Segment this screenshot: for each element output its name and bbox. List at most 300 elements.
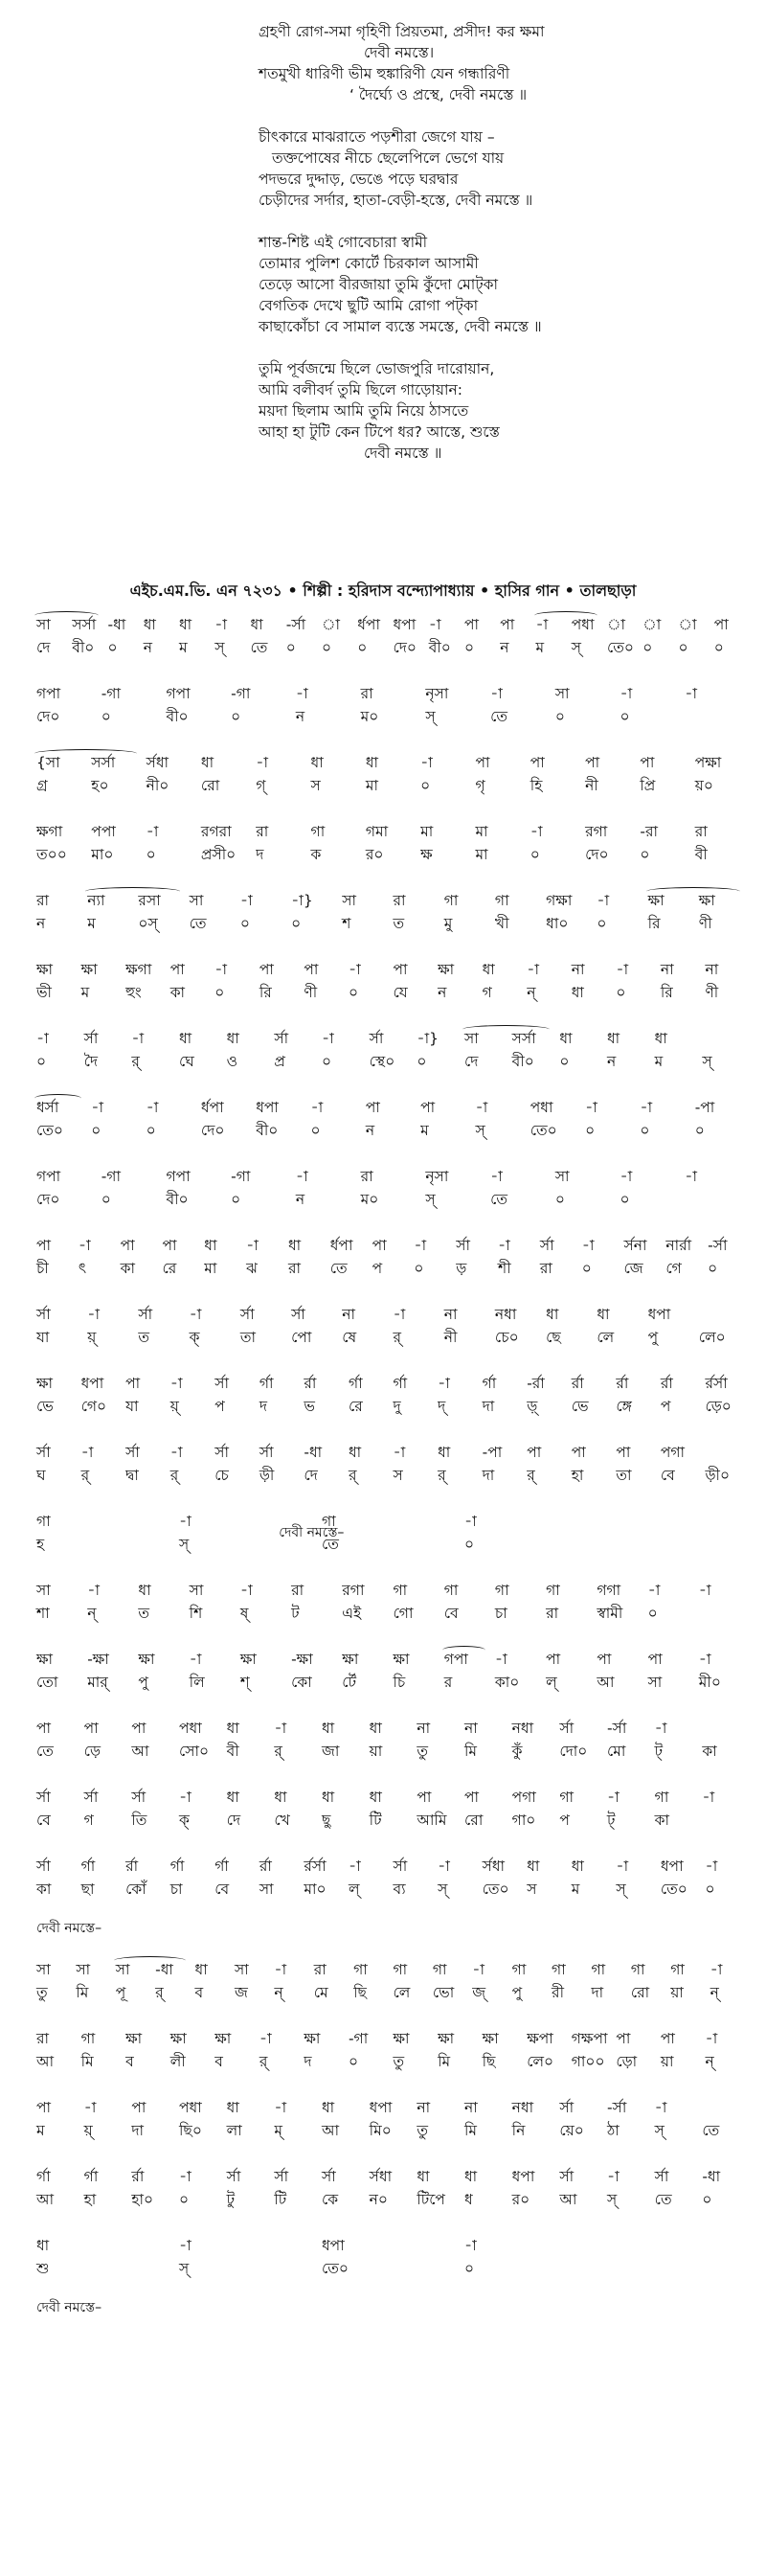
lyric-syllable: দ bbox=[259, 1398, 267, 1415]
lyric-syllable: রি bbox=[660, 984, 673, 1001]
lyric-syllable: রা bbox=[539, 1260, 552, 1277]
note-token: -া bbox=[438, 1858, 450, 1875]
note-token: -া bbox=[259, 2030, 272, 2047]
lyric-syllable: গ bbox=[83, 1812, 94, 1829]
note-token: রা bbox=[313, 1961, 327, 1978]
note-token: গপা bbox=[166, 685, 191, 702]
lyric-syllable: ধা০ bbox=[546, 915, 569, 932]
note-token: সা bbox=[342, 892, 357, 909]
note-token: রা bbox=[36, 2030, 50, 2047]
note-token: রা bbox=[360, 1168, 373, 1185]
note-token: ক্ষা bbox=[438, 961, 455, 978]
lyric-syllable: বী০ bbox=[72, 639, 95, 656]
lyric-syllable: ড়ী০ bbox=[705, 1467, 731, 1484]
lyric-syllable: তে bbox=[329, 1260, 348, 1277]
swaralipi-row bbox=[36, 1372, 750, 1395]
lyric-syllable: স্ bbox=[425, 1191, 436, 1208]
lyric-syllable: স্ bbox=[702, 1053, 712, 1070]
lyric-syllable: ছি০ bbox=[179, 2122, 202, 2139]
lyric-syllable: ক bbox=[310, 846, 322, 863]
note-token: র্গা bbox=[259, 1375, 274, 1392]
note-token: পা bbox=[420, 1099, 436, 1116]
lyric-syllable: রি bbox=[647, 915, 661, 932]
note-token: -া bbox=[91, 1099, 104, 1116]
note-token: -া bbox=[647, 1582, 661, 1599]
note-token: ধা bbox=[369, 1789, 382, 1806]
note-token: র্গা bbox=[83, 2168, 99, 2185]
lyric-syllable: কা bbox=[120, 1260, 135, 1277]
notation-block bbox=[36, 1579, 750, 1625]
lyric-syllable: তু bbox=[417, 1743, 428, 1760]
lyric-syllable: ০ bbox=[107, 639, 118, 656]
lyric-syllable: ঘে bbox=[179, 1053, 194, 1070]
lyric-syllable: তে bbox=[189, 915, 207, 932]
lyric-syllable: ড় bbox=[456, 1260, 467, 1277]
note-token: -া bbox=[274, 1961, 287, 1978]
lyric-syllable: য়্ bbox=[83, 2122, 93, 2139]
lyric-syllable: ০ bbox=[231, 708, 241, 725]
lyric-row bbox=[36, 912, 750, 935]
lyric-syllable: ০ bbox=[146, 846, 156, 863]
lyric-syllable: ড়ে bbox=[83, 1743, 101, 1760]
note-token: ধপা bbox=[393, 616, 417, 633]
lyric-syllable: ০ bbox=[322, 1053, 332, 1070]
notation-block bbox=[36, 1372, 750, 1418]
note-token: া bbox=[678, 616, 697, 633]
note-token: পা bbox=[259, 961, 274, 978]
lyric-syllable: ল্ bbox=[546, 1674, 557, 1691]
note-token: র্রা bbox=[571, 1375, 584, 1392]
lyric-row bbox=[36, 774, 750, 797]
note-token: পা bbox=[713, 616, 729, 633]
lyric-syllable: কা bbox=[36, 1881, 52, 1898]
lyric-row bbox=[36, 1119, 750, 1142]
lyric-syllable: প bbox=[559, 1812, 570, 1829]
note-token: ধা bbox=[179, 1030, 192, 1047]
poem-line: আহা হা টুটি কেন টিপে ধর? আস্তে, শুস্তে bbox=[259, 423, 500, 441]
lyric-syllable: য়্ bbox=[169, 1398, 179, 1415]
note-token: না bbox=[417, 2099, 431, 2116]
lyric-syllable: দো০ bbox=[559, 1743, 588, 1760]
note-token: ধা bbox=[287, 1237, 302, 1254]
note-token: র্গা bbox=[169, 1858, 185, 1875]
slur-mark bbox=[34, 1094, 81, 1103]
note-token: -া bbox=[685, 685, 698, 702]
note-token: -া bbox=[295, 685, 308, 702]
note-token: -া bbox=[169, 1444, 183, 1461]
lyric-syllable: ০ bbox=[694, 1122, 705, 1139]
notation-block bbox=[36, 2165, 750, 2211]
lyric-syllable: র bbox=[443, 1674, 453, 1691]
lyric-syllable: য়া bbox=[369, 1743, 383, 1760]
note-token: ধা bbox=[274, 1789, 287, 1806]
lyric-syllable: ভী bbox=[36, 984, 52, 1001]
lyric-syllable: গ্র bbox=[36, 777, 48, 794]
lyric-syllable: ব bbox=[214, 2053, 223, 2070]
note-token: -গা bbox=[231, 1168, 251, 1185]
notation-block bbox=[36, 1027, 750, 1073]
note-token: র্সা bbox=[274, 2168, 289, 2185]
lyric-syllable: প্র bbox=[274, 1053, 285, 1070]
note-token: না bbox=[705, 961, 719, 978]
note-token: -া bbox=[179, 1789, 192, 1806]
lyric-syllable: রা bbox=[546, 1605, 559, 1622]
poem-stanza bbox=[259, 358, 718, 464]
lyric-syllable: হা bbox=[83, 2191, 97, 2208]
lyric-row bbox=[36, 1188, 750, 1211]
note-token: গা bbox=[322, 1513, 336, 1530]
swaralipi-row bbox=[36, 1648, 750, 1671]
lyric-syllable: বী০ bbox=[166, 1191, 189, 1208]
note-token: -া bbox=[393, 1306, 406, 1323]
note-token: পা bbox=[131, 1720, 146, 1737]
lyric-syllable: বী০ bbox=[256, 1122, 279, 1139]
note-token: -া bbox=[36, 1030, 49, 1047]
lyric-syllable: তু bbox=[417, 2122, 428, 2139]
lyric-syllable: ০ bbox=[231, 1191, 241, 1208]
refrain-tag: দেবী নমস্তে– bbox=[279, 1525, 345, 1540]
note-token: পা bbox=[571, 1444, 586, 1461]
note-token: -া bbox=[702, 1789, 715, 1806]
note-token: া bbox=[322, 616, 341, 633]
lyric-syllable: মা০ bbox=[304, 1881, 327, 1898]
lyric-syllable: তে bbox=[36, 1743, 54, 1760]
lyric-syllable: রো bbox=[200, 777, 220, 794]
lyric-syllable: প bbox=[372, 1260, 383, 1277]
note-token: সা bbox=[189, 1582, 204, 1599]
lyric-syllable: এই bbox=[342, 1605, 362, 1622]
lyric-syllable: ন bbox=[500, 639, 509, 656]
lyric-syllable: বী bbox=[226, 1743, 239, 1760]
note-token: -পা bbox=[482, 1444, 503, 1461]
lyric-syllable: নী০ bbox=[146, 777, 169, 794]
lyric-syllable: ম bbox=[36, 2122, 45, 2139]
lyric-syllable: মি bbox=[80, 2053, 94, 2070]
swaralipi-row bbox=[36, 682, 750, 705]
note-token: ক্ষা bbox=[482, 2030, 499, 2047]
lyric-syllable: ০ bbox=[36, 1053, 47, 1070]
note-token: ক্ষপা bbox=[527, 2030, 553, 2047]
lyric-syllable: ০ bbox=[91, 1122, 101, 1139]
note-token: ধা bbox=[322, 1720, 335, 1737]
poem bbox=[259, 21, 718, 485]
lyric-syllable: তে bbox=[250, 639, 268, 656]
note-token: নধা bbox=[494, 1306, 517, 1323]
note-token: -া bbox=[529, 823, 543, 840]
note-token: -া bbox=[490, 685, 503, 702]
note-token: -া bbox=[654, 1720, 667, 1737]
note-token: -া bbox=[295, 1168, 308, 1185]
note-token: ধা bbox=[310, 754, 324, 771]
note-token: -া bbox=[535, 616, 549, 633]
lyric-syllable: ভে bbox=[36, 1398, 54, 1415]
lyric-syllable: আ bbox=[322, 2122, 340, 2139]
lyric-syllable: মার্ bbox=[87, 1674, 108, 1691]
note-token: -া bbox=[597, 892, 610, 909]
lyric-syllable: যা bbox=[36, 1329, 50, 1346]
slur-mark bbox=[34, 611, 99, 620]
note-token: ক্ষা bbox=[36, 961, 54, 978]
notation-block bbox=[36, 613, 750, 659]
lyric-syllable: গা০ bbox=[511, 1812, 536, 1829]
note-token: গা bbox=[511, 1961, 527, 1978]
lyric-syllable: লে bbox=[597, 1329, 615, 1346]
lyric-syllable: ন bbox=[607, 1053, 617, 1070]
note-token: গপা bbox=[443, 1651, 468, 1668]
note-token: -া bbox=[654, 2099, 667, 2116]
note-token: র্সা bbox=[36, 1306, 51, 1323]
note-token: ক্ষা bbox=[169, 2030, 187, 2047]
note-token: গা bbox=[552, 1961, 566, 1978]
note-token: পপা bbox=[91, 823, 116, 840]
lyric-row bbox=[36, 1671, 750, 1694]
note-token: সা bbox=[189, 892, 204, 909]
lyric-syllable: স bbox=[393, 1467, 403, 1484]
lyric-syllable: আ bbox=[597, 1674, 615, 1691]
swaralipi-row bbox=[36, 1165, 750, 1188]
note-token: নধা bbox=[511, 1720, 534, 1737]
lyric-syllable: ০ bbox=[291, 915, 302, 932]
note-token: -া bbox=[256, 754, 268, 771]
note-token: র্সা bbox=[274, 1030, 289, 1047]
note-token: র্রর্সা bbox=[705, 1375, 728, 1392]
swaralipi-row bbox=[36, 751, 750, 774]
note-token: -া bbox=[80, 1444, 94, 1461]
lyric-syllable: ম০ bbox=[360, 708, 379, 725]
lyric-syllable: দা bbox=[482, 1467, 495, 1484]
note-token: পা bbox=[616, 2030, 631, 2047]
note-token: সা bbox=[36, 1582, 51, 1599]
note-token: পা bbox=[372, 1237, 387, 1254]
note-token: -া bbox=[274, 2099, 287, 2116]
note-token: -া bbox=[710, 1961, 723, 1978]
lyric-syllable: দ্ bbox=[438, 1398, 446, 1415]
lyric-syllable: মা bbox=[475, 846, 488, 863]
lyric-syllable: ন্ bbox=[705, 2053, 714, 2070]
note-token: র্রা bbox=[125, 1858, 139, 1875]
note-token: -র্সা bbox=[285, 616, 306, 633]
note-token: ধা bbox=[654, 1030, 667, 1047]
lyric-syllable: দু bbox=[393, 1398, 401, 1415]
lyric-syllable: চা bbox=[494, 1605, 507, 1622]
note-token: ধপা bbox=[369, 2099, 393, 2116]
lyric-syllable: ষে bbox=[342, 1329, 357, 1346]
note-token: পা bbox=[417, 1789, 432, 1806]
note-token: ধা bbox=[200, 754, 214, 771]
note-token: র্সা bbox=[83, 1030, 99, 1047]
lyric-syllable: প্রি bbox=[640, 777, 656, 794]
note-token: ক্ষা bbox=[214, 2030, 232, 2047]
lyric-syllable: প bbox=[660, 1398, 671, 1415]
lyric-syllable: টি bbox=[369, 1812, 382, 1829]
note-token: -া bbox=[189, 1651, 202, 1668]
recording-credit: এইচ.এম.ভি. এন ৭২৩১ • শিল্পী : হরিদাস বন্দ্যোপাধ্যায় • হাসির গান • তালছাড়া bbox=[129, 581, 637, 600]
note-token: -া bbox=[146, 823, 159, 840]
lyric-syllable: পু bbox=[511, 1984, 523, 2001]
note-token: গক্ষা bbox=[546, 892, 573, 909]
lyric-row bbox=[36, 2257, 750, 2280]
lyric-syllable: তে০ bbox=[529, 1122, 557, 1139]
lyric-syllable: দে০ bbox=[36, 708, 60, 725]
lyric-syllable: র্ bbox=[348, 1467, 357, 1484]
note-token: পা bbox=[597, 1651, 612, 1668]
lyric-syllable: দে০ bbox=[200, 1122, 225, 1139]
note-token: ধা bbox=[464, 2168, 478, 2185]
lyric-syllable: রা bbox=[287, 1260, 301, 1277]
lyric-syllable: ০ bbox=[420, 777, 431, 794]
slur-mark bbox=[85, 887, 179, 896]
note-token: ধা bbox=[138, 1582, 151, 1599]
note-token: নৃসা bbox=[425, 1168, 449, 1185]
note-token: ধা bbox=[322, 1789, 335, 1806]
lyric-syllable: ০ bbox=[239, 915, 250, 932]
slur-mark bbox=[114, 1956, 186, 1965]
note-token: ধা bbox=[226, 2099, 239, 2116]
note-token: ক্ষা bbox=[36, 1651, 54, 1668]
note-token: -া bbox=[581, 1237, 595, 1254]
note-token: র্ধপা bbox=[200, 1099, 224, 1116]
note-token: -া bbox=[87, 1582, 100, 1599]
lyric-syllable: বী০ bbox=[511, 1053, 534, 1070]
lyric-syllable: টিপে bbox=[417, 2191, 445, 2208]
note-token: -া bbox=[131, 1030, 145, 1047]
lyric-row bbox=[36, 1740, 750, 1763]
note-token: ক্ষা bbox=[393, 2030, 410, 2047]
note-token: -া bbox=[310, 1099, 324, 1116]
note-token: পক্ষা bbox=[694, 754, 722, 771]
note-token: ধা bbox=[607, 1030, 620, 1047]
lyric-syllable: ত bbox=[138, 1605, 150, 1622]
lyric-syllable: তে০ bbox=[482, 1881, 509, 1898]
lyric-syllable: গে০ bbox=[80, 1398, 107, 1415]
lyric-syllable: তে bbox=[490, 1191, 507, 1208]
note-token: -া bbox=[705, 2030, 718, 2047]
note-token: ক্ষা bbox=[342, 1651, 359, 1668]
lyric-syllable: র০ bbox=[365, 846, 384, 863]
swaralipi-row bbox=[36, 2234, 750, 2257]
note-token: {সা bbox=[36, 754, 60, 771]
note-token: -া bbox=[348, 1858, 361, 1875]
poem-line: বেগতিক দেখে ছুটি আমি রোগা পট্‌কা bbox=[259, 297, 479, 314]
note-token: সা bbox=[36, 1961, 51, 1978]
lyric-syllable: কা bbox=[654, 1812, 669, 1829]
lyric-syllable: র্ bbox=[259, 2053, 268, 2070]
poem-line: চেড়ীদের সর্দার, হাতা-বেড়ী-হস্তে, দেবী নমস্তে ॥ bbox=[259, 192, 533, 209]
lyric-syllable: ম bbox=[654, 1053, 664, 1070]
lyric-syllable: ন্ bbox=[527, 984, 536, 1001]
note-token: -া bbox=[705, 1858, 718, 1875]
lyric-syllable: বে bbox=[214, 1881, 230, 1898]
lyric-syllable: ছা bbox=[80, 1881, 95, 1898]
note-token: ধপা bbox=[256, 1099, 279, 1116]
note-token: সর্সা bbox=[72, 616, 97, 633]
lyric-syllable: ০ bbox=[678, 639, 688, 656]
lyric-syllable: ও bbox=[226, 1053, 238, 1070]
note-token: -া bbox=[214, 616, 228, 633]
lyric-syllable: ০ bbox=[357, 639, 368, 656]
lyric-syllable: আ bbox=[36, 2191, 55, 2208]
lyric-syllable: সো০ bbox=[179, 1743, 210, 1760]
lyric-syllable: দ্বা bbox=[125, 1467, 139, 1484]
note-token: রা bbox=[393, 892, 406, 909]
refrain-label: দেবী নমস্তে– bbox=[36, 2300, 102, 2315]
lyric-syllable: ০ bbox=[713, 639, 724, 656]
note-token: -া bbox=[274, 1720, 287, 1737]
note-token: রা bbox=[291, 1582, 304, 1599]
lyric-row bbox=[36, 1326, 750, 1349]
note-token: গমা bbox=[365, 823, 389, 840]
lyric-syllable: পূ bbox=[115, 1984, 126, 2001]
note-token: র্ধপা bbox=[357, 616, 380, 633]
lyric-syllable: মু bbox=[443, 915, 453, 932]
lyric-syllable: স্ bbox=[475, 1122, 485, 1139]
lyric-syllable: ০ bbox=[708, 1260, 718, 1277]
lyric-syllable: র্ bbox=[393, 1329, 402, 1346]
notation-block bbox=[36, 958, 750, 1004]
swaralipi-row bbox=[36, 2027, 750, 2050]
lyric-row bbox=[36, 981, 750, 1004]
note-token: া bbox=[642, 616, 662, 633]
lyric-syllable: তে০ bbox=[36, 1122, 63, 1139]
slur-mark bbox=[442, 1646, 485, 1654]
lyric-syllable: রো bbox=[464, 1812, 484, 1829]
lyric-row bbox=[36, 1050, 750, 1073]
poem-line: গ্রহণী রোগ-সমা গৃহিণী প্রিয়তমা, প্রসীদ! কর ক্ষমা bbox=[259, 23, 545, 40]
note-token: পা bbox=[529, 754, 545, 771]
lyric-syllable: বে bbox=[660, 1467, 675, 1484]
note-token: পা bbox=[527, 1444, 542, 1461]
lyric-syllable: র্ bbox=[438, 1467, 446, 1484]
lyric-syllable: আ bbox=[131, 1743, 149, 1760]
note-token: -া bbox=[420, 754, 433, 771]
lyric-syllable: ট্ bbox=[654, 1743, 664, 1760]
lyric-syllable: লে০ bbox=[527, 2053, 554, 2070]
note-token: র্সা bbox=[539, 1237, 554, 1254]
note-token: গা bbox=[393, 1582, 408, 1599]
lyric-syllable: ০ bbox=[348, 984, 359, 1001]
note-token: গপা bbox=[36, 1168, 61, 1185]
note-token: রগরা bbox=[200, 823, 232, 840]
poem-line: তুমি পূর্বজন্মে ছিলে ভোজপুরি দারোয়ান, bbox=[259, 360, 495, 377]
note-token: গা bbox=[630, 1961, 645, 1978]
lyric-syllable: তা bbox=[239, 1329, 256, 1346]
note-token: র্গা bbox=[80, 1858, 96, 1875]
note-token: পধা bbox=[529, 1099, 553, 1116]
lyric-syllable: ০ bbox=[705, 1881, 715, 1898]
swaralipi-row bbox=[36, 1096, 750, 1119]
lyric-syllable: মি bbox=[464, 2122, 478, 2139]
note-token: ধা bbox=[571, 1858, 584, 1875]
note-token: -া bbox=[179, 2168, 192, 2185]
note-token: -া bbox=[87, 1306, 100, 1323]
note-token: ক্ষা bbox=[304, 2030, 321, 2047]
note-token: র্রা bbox=[304, 1375, 317, 1392]
swaralipi-row bbox=[36, 1958, 750, 1981]
note-token: র্রা bbox=[259, 1858, 272, 1875]
lyric-syllable: গৃ bbox=[475, 777, 485, 794]
lyric-syllable: ০ bbox=[146, 1122, 156, 1139]
note-token: র্সা bbox=[214, 1375, 229, 1392]
lyric-syllable: দে bbox=[226, 1812, 241, 1829]
notation-block bbox=[36, 889, 750, 935]
lyric-syllable: ড়ী bbox=[259, 1467, 275, 1484]
lyric-syllable: দে০ bbox=[36, 1191, 60, 1208]
lyric-syllable: তে bbox=[322, 1536, 339, 1553]
lyric-row bbox=[36, 1525, 750, 1556]
note-token: পা bbox=[647, 1651, 663, 1668]
note-token: -র্রা bbox=[527, 1375, 545, 1392]
lyric-syllable: লে০ bbox=[698, 1329, 726, 1346]
